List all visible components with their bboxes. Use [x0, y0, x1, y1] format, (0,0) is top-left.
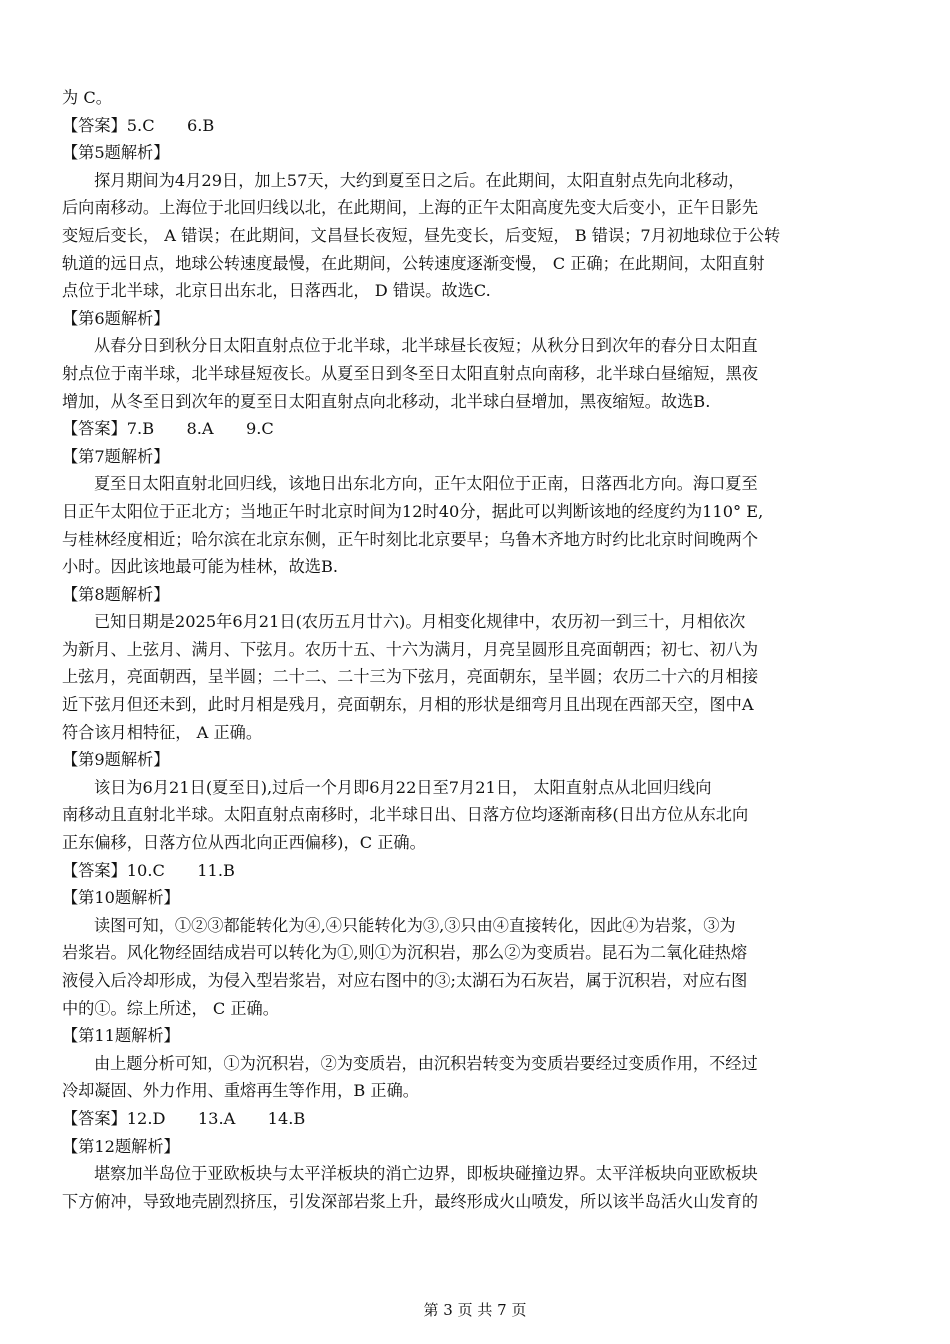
text-line: 日正午太阳位于正北方；当地正午时北京时间为12时40分，据此可以判断该地的经度约为110° E,	[62, 501, 764, 521]
text-line: 点位于北半球，北京日出东北，日落西北， D 错误。故选C.	[62, 281, 491, 301]
text-line: 读图可知，①②③都能转化为④,④只能转化为③,③只由④直接转化，因此④为岩浆，③为	[94, 915, 736, 935]
section-label: 【第5题解析】	[62, 143, 170, 163]
section-label: 【第12题解析】	[62, 1136, 180, 1156]
section-label: 【第11题解析】	[62, 1026, 180, 1046]
section-label: 【答案】5.C 6.B	[62, 115, 215, 135]
text-line: 变短后变长， A 错误；在此期间，文昌昼长夜短，昼先变长，后变短， B 错误；7月初地球位于公转	[62, 225, 781, 245]
text-line: 该日为6月21日(夏至日),过后一个月即6月22日至7月21日， 太阳直射点从北回归线向	[94, 777, 712, 797]
text-line: 液侵入后冷却形成，为侵入型岩浆岩，对应右图中的③;太湖石为石灰岩，属于沉积岩，对应右图	[62, 971, 748, 990]
text-line: 增加，从冬至日到次年的夏至日太阳直射点向北移动，北半球白昼增加，黑夜缩短。故选B.	[62, 391, 711, 411]
text-line: 近下弦月但还未到，此时月相是残月，亮面朝东，月相的形状是细弯月且出现在西部天空，图中A	[62, 695, 754, 715]
section-label: 【第10题解析】	[62, 888, 180, 908]
text-line: 下方俯冲，导致地壳剧烈挤压，引发深部岩浆上升，最终形成火山喷发，所以该半岛活火山发育的	[62, 1191, 759, 1211]
text-line: 中的①。综上所述， C 正确。	[62, 998, 279, 1018]
text-line: 由上题分析可知，①为沉积岩，②为变质岩，由沉积岩转变为变质岩要经过变质作用，不经过	[94, 1053, 758, 1073]
text-line: 轨道的远日点，地球公转速度最慢，在此期间，公转速度逐渐变慢， C 正确；在此期间，太阳直射	[62, 253, 765, 273]
text-line: 已知日期是2025年6月21日(农历五月廿六)。月相变化规律中，农历初一到三十，月相依次	[94, 612, 746, 632]
text-line: 小时。因此该地最可能为桂林，故选B.	[62, 557, 339, 577]
text-line: 为新月、上弦月、满月、下弦月。农历十五、十六为满月，月亮呈圆形且亮面朝西；初七、初八为	[62, 639, 759, 659]
text-line: 符合该月相特征， A 正确。	[62, 722, 263, 742]
text-line: 与桂林经度相近；哈尔滨在北京东侧，正午时刻比北京要早；乌鲁木齐地方时约比北京时间晚两个	[62, 529, 759, 549]
text-line: 后向南移动。上海位于北回归线以北，在此期间，上海的正午太阳高度先变大后变小，正午日影先	[62, 198, 759, 218]
section-label: 【第6题解析】	[62, 308, 170, 328]
section-label: 【第7题解析】	[62, 446, 170, 466]
text-line: 南移动且直射北半球。太阳直射点南移时，北半球日出、日落方位均逐渐南移(日出方位从东北向	[62, 805, 749, 825]
text-line: 为 C。	[62, 88, 112, 107]
section-label: 【答案】12.D 13.A 14.B	[62, 1108, 306, 1128]
text-line: 堪察加半岛位于亚欧板块与太平洋板块的消亡边界，即板块碰撞边界。太平洋板块向亚欧板块	[94, 1164, 758, 1184]
text-line: 从春分日到秋分日太阳直射点位于北半球，北半球昼长夜短；从秋分日到次年的春分日太阳直	[94, 336, 758, 356]
text-line: 正东偏移，日落方位从西北向正西偏移)，C 正确。	[62, 833, 426, 853]
section-label: 【答案】7.B 8.A 9.C	[62, 419, 274, 439]
text-line: 岩浆岩。风化物经固结成岩可以转化为①,则①为沉积岩，那么②为变质岩。昆石为二氧化硅热熔	[62, 943, 748, 963]
section-label: 【第8题解析】	[62, 584, 170, 604]
text-line: 探月期间为4月29日，加上57天，大约到夏至日之后。在此期间，太阳直射点先向北移动，	[94, 170, 745, 190]
text-line: 上弦月，亮面朝西，呈半圆；二十二、二十三为下弦月，亮面朝东，呈半圆；农历二十六的月相接	[62, 667, 759, 687]
section-label: 【答案】10.C 11.B	[62, 860, 235, 880]
text-line: 夏至日太阳直射北回归线，该地日出东北方向，正午太阳位于正南，日落西北方向。海口夏至	[94, 474, 758, 494]
text-line: 冷却凝固、外力作用、重熔再生等作用，B 正确。	[62, 1081, 419, 1101]
page-footer: 第 3 页 共 7 页	[423, 1301, 527, 1319]
text-line: 射点位于南半球，北半球昼短夜长。从夏至日到冬至日太阳直射点向南移，北半球白昼缩短，黑夜	[62, 363, 759, 383]
section-label: 【第9题解析】	[62, 750, 170, 770]
document-body	[62, 84, 894, 1215]
